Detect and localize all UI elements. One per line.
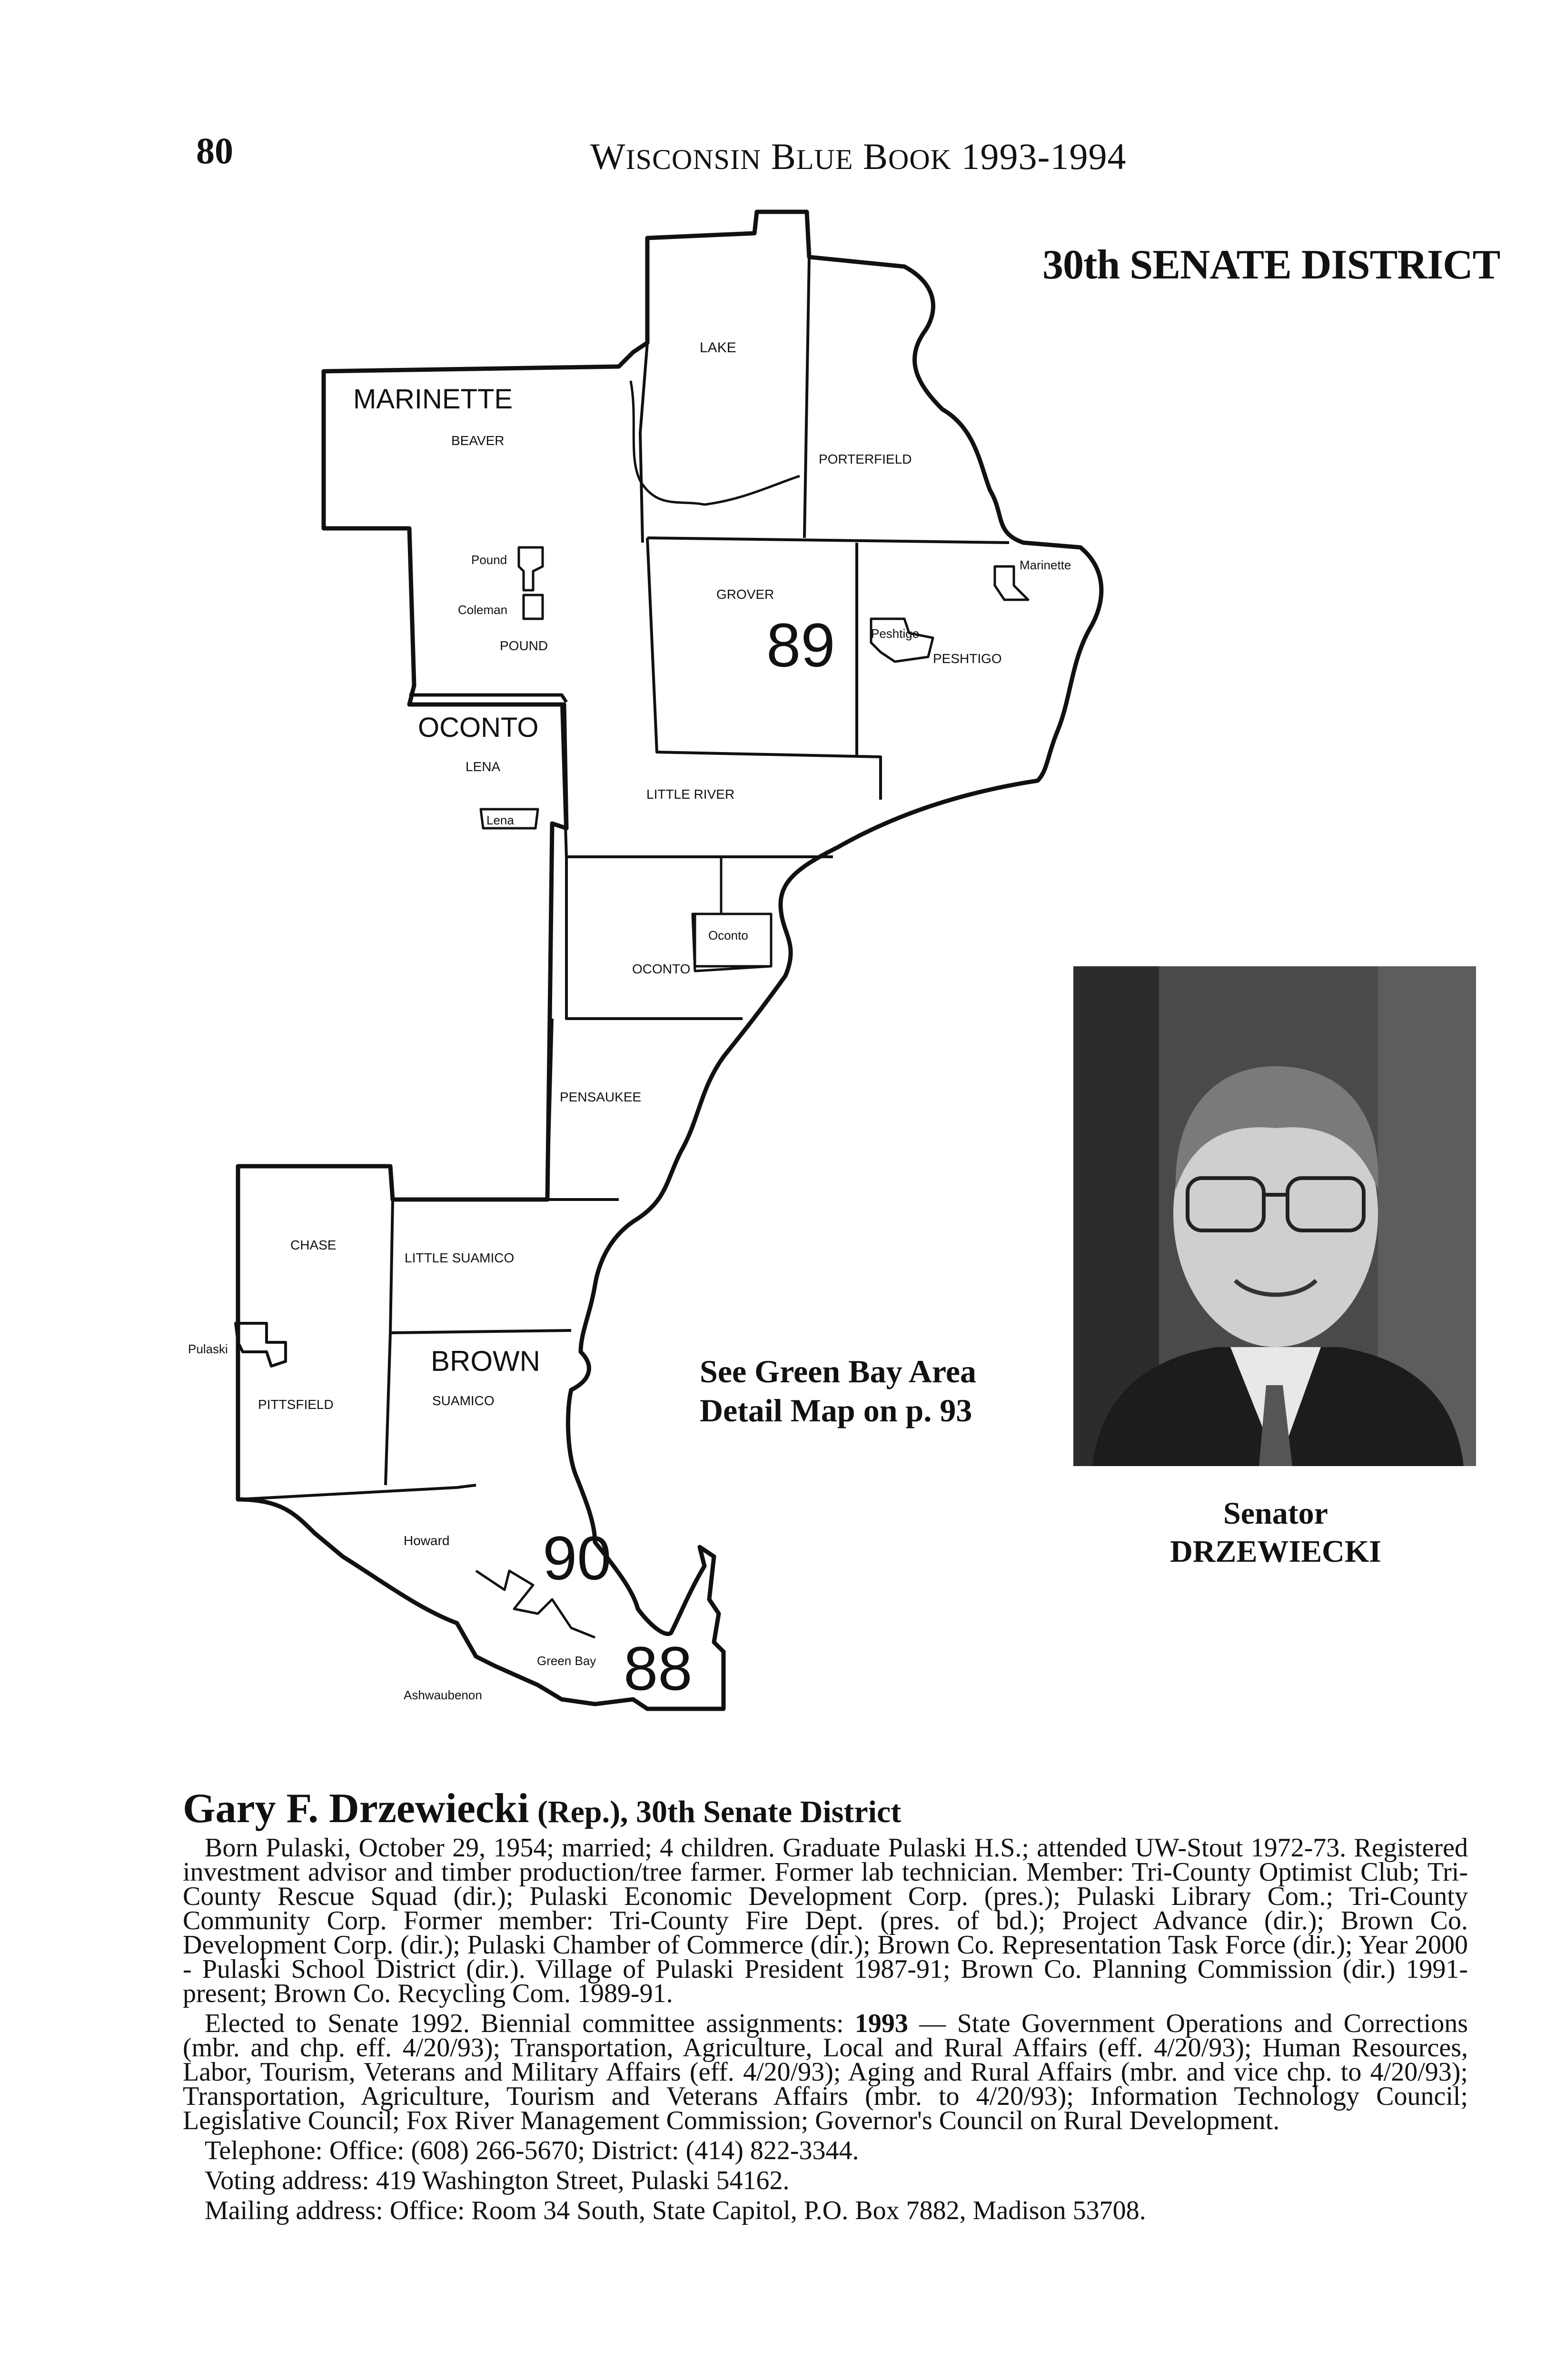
running-head: WISCONSIN BLUE BOOK 1993-1994 [590,136,1127,177]
assembly-district-89: 89 [766,610,835,680]
bio-voting-address: Voting address: 419 Washington Street, Pulaski 54162. [205,2166,790,2195]
county-label-brown: BROWN [431,1345,540,1377]
bio-heading [183,1785,1468,1832]
town-label-lena-village: Lena [486,813,514,827]
town-label-lake: LAKE [700,340,736,356]
town-label-pittsfield: PITTSFIELD [258,1397,334,1412]
town-label-howard: Howard [404,1533,450,1548]
town-label-pensaukee: PENSAUKEE [560,1090,642,1104]
town-label-pulaski: Pulaski [188,1342,228,1356]
bio-committee-paragraph: Elected to Senate 1992. Biennial committee assignments: 1993 — State Government Operations and Corrections (mbr. and chp. eff. 4/20/93); Transportation, Agriculture, Local and Rural Affairs (eff. 4/20/93); Human Resources, Labor, Tourism, Veterans and Military Affairs (eff. 4/20/93); Aging and Rural Affairs (mbr. and vice chp. to 4/20/93); Transportation, Agriculture, Tourism and Veterans Affairs (mbr. to 4/20/93); Information Technology Council; Legislative Council; Fox River Management Commission; Governor's Council on Rural Development. [183,2009,1468,2135]
town-label-green-bay: Green Bay [537,1654,596,1668]
town-label-pound-town: POUND [500,638,548,653]
town-label-lena-town: LENA [466,759,501,774]
town-label-peshtigo-city: Peshtigo [871,626,920,641]
town-label-grover: GROVER [716,587,774,602]
photo-caption: Senator DRZEWIECKI [1170,1496,1381,1569]
bio-telephone: Telephone: Office: (608) 266-5670; District: (414) 822-3344. [205,2136,859,2165]
town-label-oconto-city: Oconto [708,928,748,942]
town-label-marinette-city: Marinette [1020,558,1071,572]
town-label-suamico: SUAMICO [432,1393,495,1408]
town-label-coleman: Coleman [458,603,508,617]
town-label-little-suamico: LITTLE SUAMICO [405,1250,515,1265]
page-number: 80 [196,130,233,171]
senator-portrait [1073,966,1476,1466]
county-label-oconto: OCONTO [418,712,539,743]
bio-mailing-address: Mailing address: Office: Room 34 South, State Capitol, P.O. Box 7882, Madison 53708. [205,2196,1146,2225]
town-label-chase: CHASE [290,1238,337,1252]
biography [183,1785,1468,2225]
town-label-peshtigo-town: PESHTIGO [933,651,1002,666]
town-label-oconto-town: OCONTO [632,962,691,976]
assembly-district-90: 90 [543,1523,612,1593]
bio-personal-paragraph: Born Pulaski, October 29, 1954; married; 4 children. Graduate Pulaski H.S.; attended UW-Stout 1972-73. Registered investment advisor and timber production/tree farmer. Former lab technician. Member: Tri-County Optimist Club; Tri-County Rescue Squad (dir.); Pulaski Economic Development Corp. (pres.); Pulaski Library Com.; Tri-County Community Corp. Former member: Tri-County Fire Dept. (pres. of bd.); Project Advance (dir.); Brown Co. Development Corp. (dir.); Pulaski Chamber of Commerce (dir.); Brown Co. Representation Task Force (dir.); Year 2000 - Pulaski School District (dir.). Village of Pulaski President 1987-91; Brown Co. Planning Commission (dir.) 1991-present; Brown Co. Recycling Com. 1989-91. [183,1833,1468,2008]
senator-name: Gary F. Drzewiecki [183,1785,529,1832]
district-title: 30th SENATE DISTRICT [1042,242,1500,288]
town-label-little-river: LITTLE RIVER [646,787,735,802]
town-label-porterfield: PORTERFIELD [819,452,912,466]
party-district: (Rep.), 30th Senate District [537,1795,902,1829]
county-label-marinette: MARINETTE [353,384,513,415]
town-label-pound-village: Pound [471,553,507,567]
district-boundary [238,212,1101,1709]
town-label-beaver: BEAVER [451,433,505,448]
town-label-ashwaubenon: Ashwaubenon [404,1688,482,1702]
detail-map-note: See Green Bay Area Detail Map on p. 93 [700,1353,977,1428]
assembly-district-88: 88 [624,1634,693,1703]
